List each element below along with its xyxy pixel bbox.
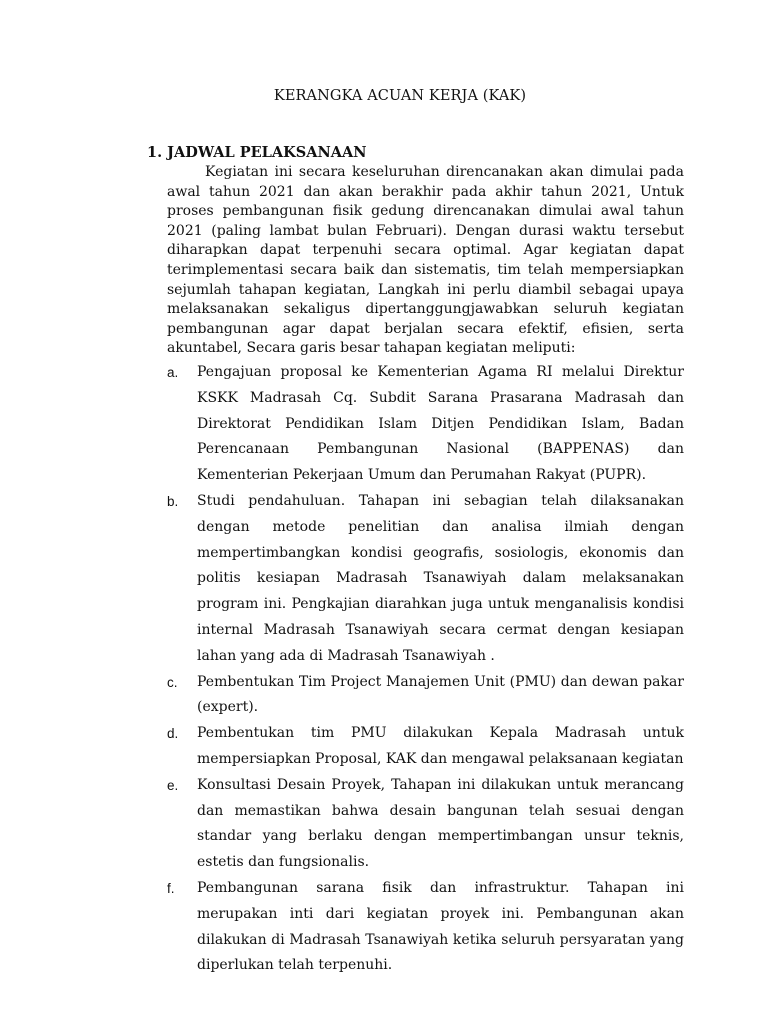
list-marker: b. [167, 493, 179, 509]
list-item-text: Pembentukan Tim Project Manajemen Unit (PMU) dan dewan pakar (expert). [197, 673, 684, 716]
list-item [167, 721, 684, 773]
list-item-text: Konsultasi Desain Proyek, Tahapan ini dilakukan untuk merancang dan memastikan bahwa desain bangunan telah sesuai dengan standar yang berlaku dengan mempertimbangan unsur teknis, estetis dan fungsionalis. [197, 776, 684, 871]
list-marker: a. [167, 365, 179, 380]
intro-paragraph: Kegiatan ini secara keseluruhan direncanakan akan dimulai pada awal tahun 2021 dan akan berakhir pada akhir tahun 2021, Untuk proses pembangunan fisik gedung direncanakan dimulai awal tahun 2021 (paling lambat bulan Februari). Dengan durasi waktu tersebut diharapkan dapat terpenuhi secara optimal. Agar kegiatan dapat terimplementasi secara baik dan sistematis, tim telah mempersiapkan sejumlah tahapan kegiatan, Langkah ini perlu diambil sebagai upaya melaksanakan sekaligus dipertanggungjawabkan seluruh kegiatan pembangunan agar dapat berjalan secara efektif, efisien, serta akuntabel, Secara garis besar tahapan kegiatan meliputi: [167, 164, 684, 357]
list-item-text: Studi pendahuluan. Tahapan ini sebagian telah dilaksanakan dengan metode penelitian dan analisa ilmiah dengan mempertimbangkan kondisi geografis, sosiologis, ekonomis dan politis kesiapan Madrasah Tsanawiyah dalam melaksanakan program ini. Pengkajian diarahkan juga untuk menganalisis kondisi internal Madrasah Tsanawiyah secara cermat dengan kesiapan lahan yang ada di Madrasah Tsanawiyah . [197, 492, 684, 664]
list-marker: d. [167, 726, 179, 742]
list-item [167, 773, 684, 876]
list-marker: c. [167, 674, 178, 690]
list-marker: e. [167, 777, 179, 793]
activity-list [167, 360, 684, 979]
list-item [167, 360, 684, 489]
list-item [167, 489, 684, 670]
list-item-text: Pengajuan proposal ke Kementerian Agama RI melalui Direktur KSKK Madrasah Cq. Subdit Sarana Prasarana Madrasah dan Direktorat Pendidikan Islam Ditjen Pendidikan Islam, Badan Perencanaan Pembangunan Nasional (BAPPENAS) dan Kementerian Pekerjaan Umum dan Perumahan Rakyat (PUPR). [197, 364, 684, 484]
list-item [167, 670, 684, 722]
document-title: KERANGKA ACUAN KERJA (KAK) [273, 88, 527, 104]
list-item-text: Pembentukan tim PMU dilakukan Kepala Madrasah untuk mempersiapkan Proposal, KAK dan mengawal pelaksanaan kegiatan [197, 725, 684, 767]
list-item-text: Pembangunan sarana fisik dan infrastruktur. Tahapan ini merupakan inti dari kegiatan proyek ini. Pembangunan akan dilakukan di Madrasah Tsanawiyah ketika seluruh persyaratan yang diperlukan telah terpenuhi. [197, 879, 684, 974]
section-heading: 1. JADWAL PELAKSANAAN [147, 144, 367, 161]
list-item [167, 876, 684, 979]
list-marker: f. [167, 880, 175, 896]
